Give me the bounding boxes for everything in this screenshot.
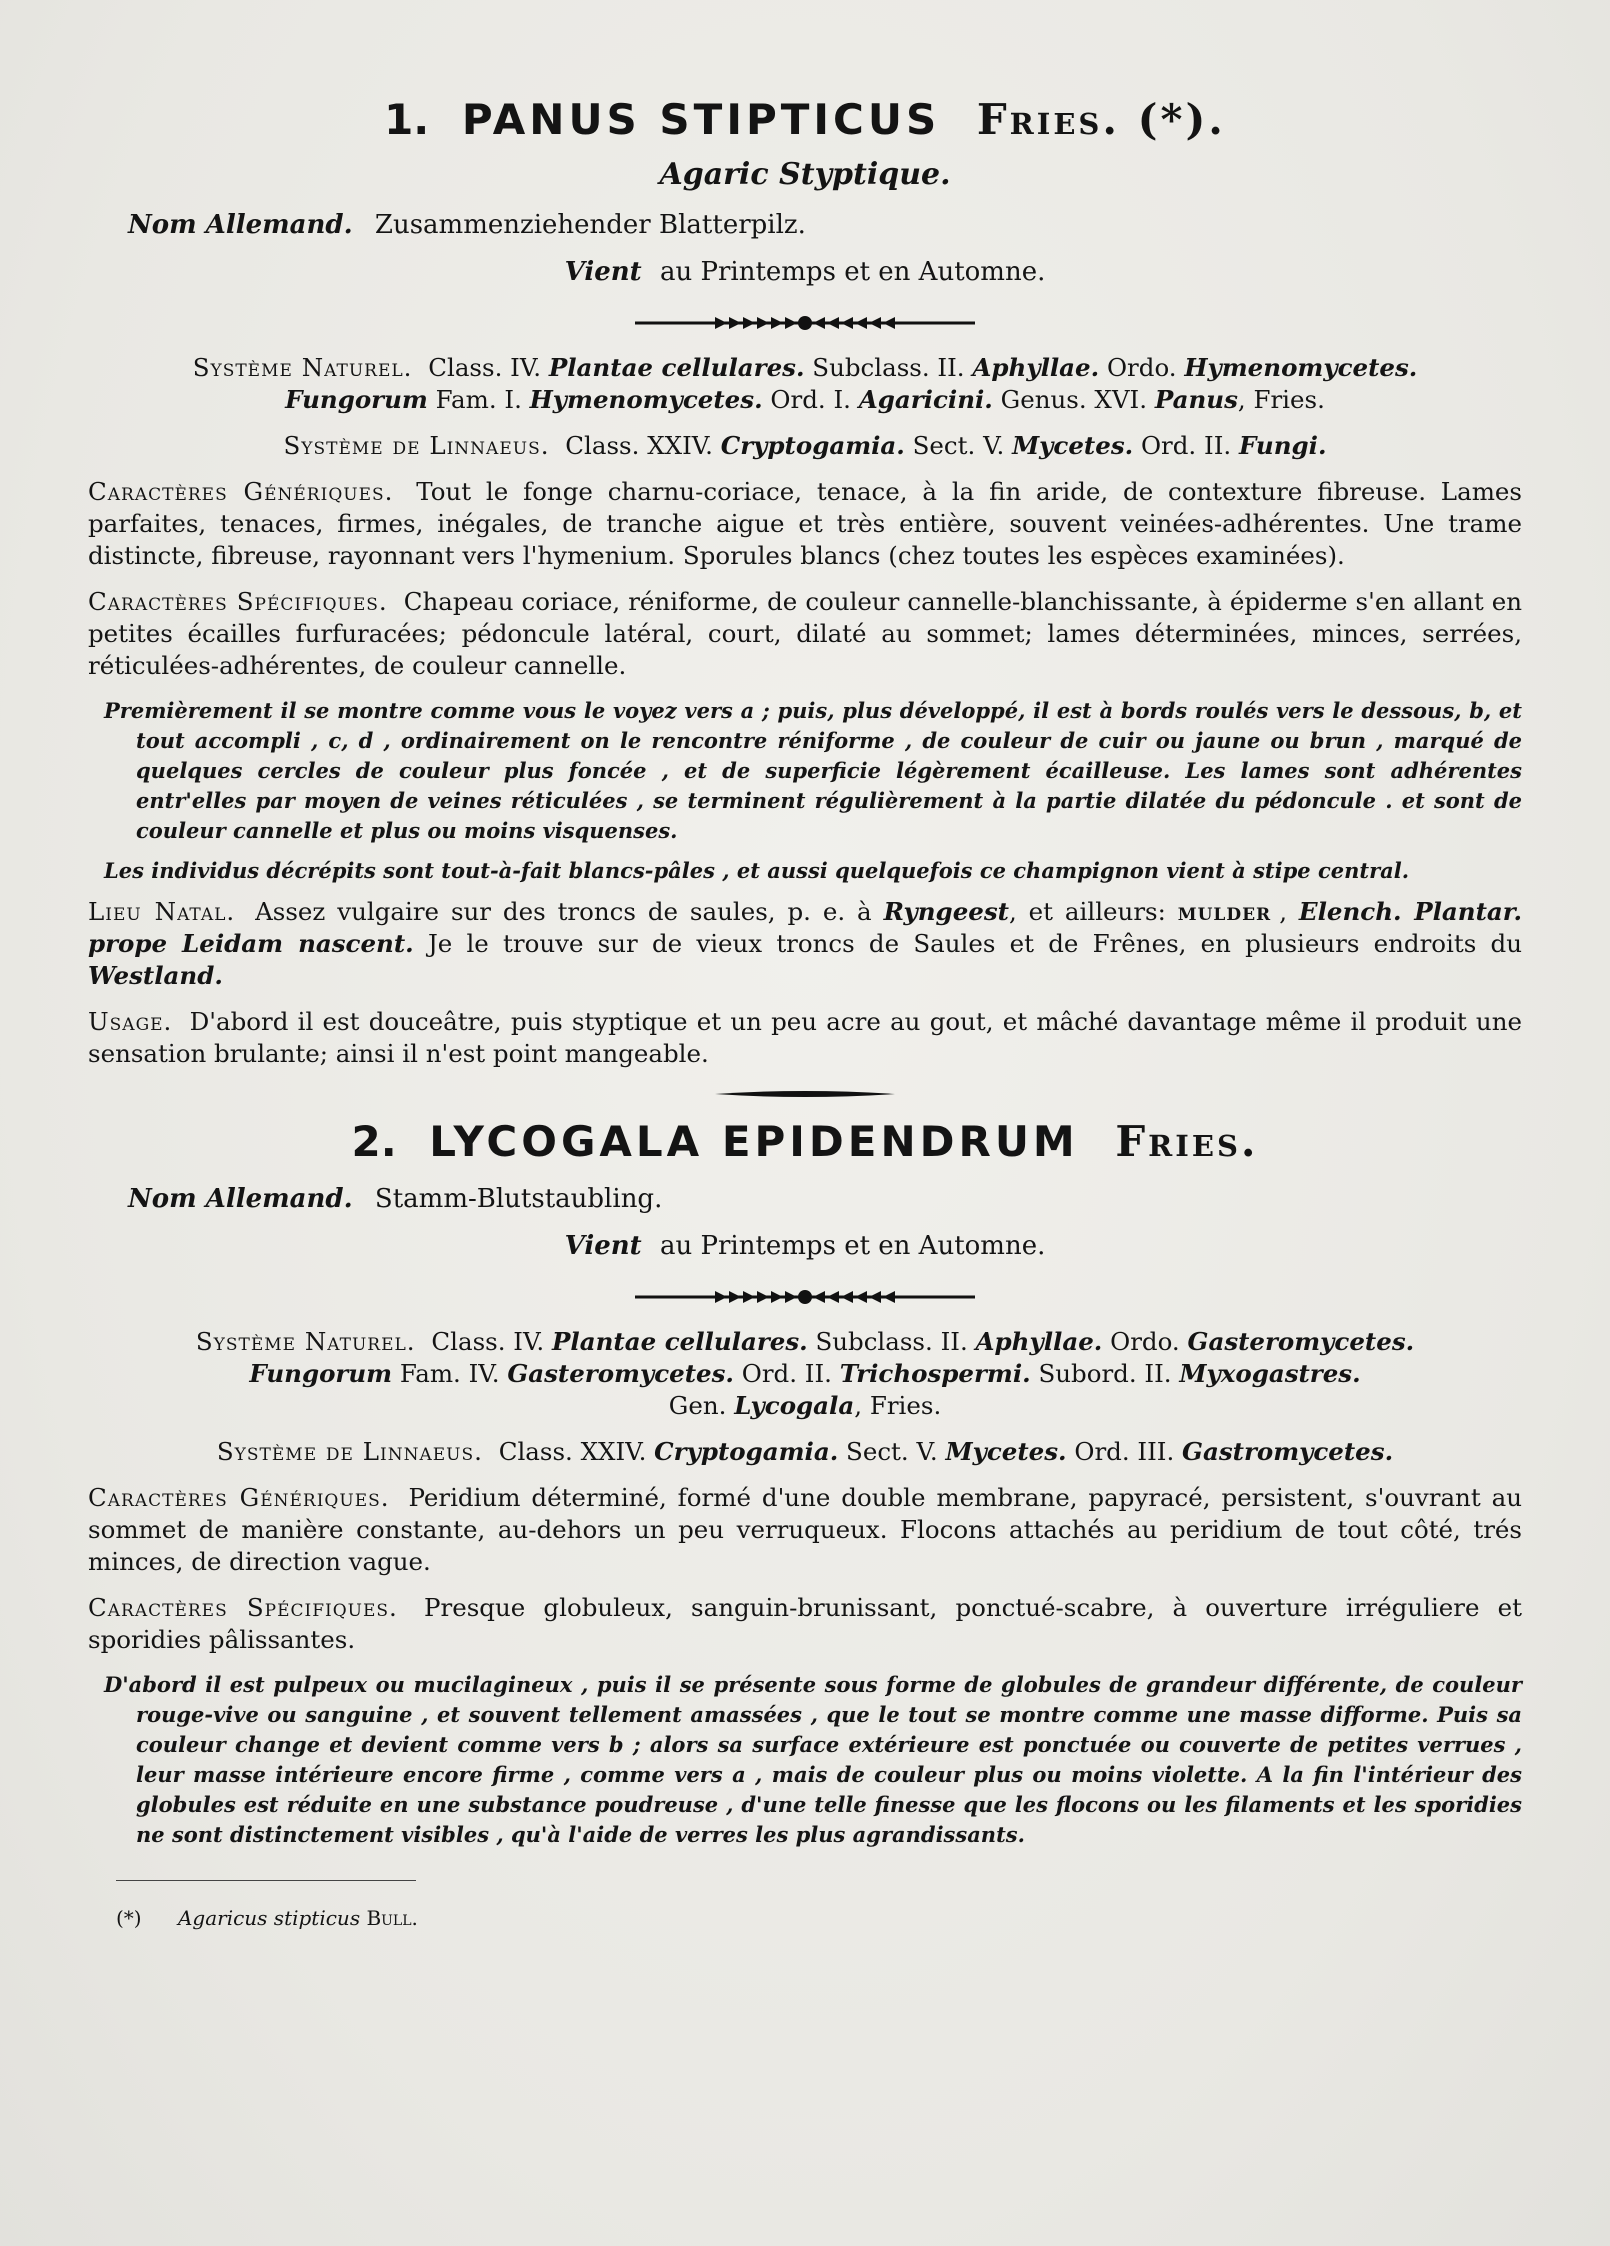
systeme-naturel-label-2: Système Naturel.: [195, 1327, 416, 1356]
text: Subclass. II.: [815, 1327, 968, 1356]
text: Class. XXIV.: [498, 1437, 647, 1466]
footnote-rule: [116, 1880, 416, 1881]
text: Ordo.: [1106, 353, 1177, 382]
generiques-text-2: Peridium déterminé, formé d'une double membrane, papyracé, persistent, s'ouvrant au sommet de manière constante, au-dehors un peu verruqueux. Flocons attachés au peridium de tout côté, trés minces, de direction vague.: [88, 1483, 1523, 1576]
section-divider: [715, 1088, 895, 1100]
nom-allemand-2: [128, 1180, 1522, 1218]
generiques-label-1: Caractères Génériques.: [88, 477, 394, 506]
note-1a: Premièrement il se montre comme vous le voyez vers a ; puis, plus développé, il est à bords roulés vers le dessous, b, et tout accompli , c, d , ordinairement on le rencontre réniforme , de couleur de cuir ou jaune ou brun , marqué de quelques cercles de couleur plus foncée , et de superficie légèrement écailleuse. Les lames sont adhérentes entr'elles par moyen de veines réticulées , se terminent régulièrement à la partie dilatée du pédoncule . et sont de couleur cannelle et plus ou moins visquenses.: [104, 698, 1522, 843]
systeme-linnaeus-2: [88, 1436, 1522, 1468]
footnote-mark: (*): [116, 1906, 142, 1930]
nom-label-1: Nom Allemand.: [128, 210, 353, 240]
text: Sect. V.: [912, 431, 1005, 460]
usage-1: [88, 1006, 1522, 1070]
text: Class. XXIV.: [565, 431, 713, 460]
text: Ord. III.: [1074, 1437, 1175, 1466]
vient-1: [88, 252, 1522, 292]
nom-value-2: Stamm-Blutstaubling.: [374, 1184, 663, 1214]
text: Aphyllae.: [972, 353, 1100, 382]
text: Hymenomycetes.: [1184, 353, 1418, 382]
species-author-1: Fries. (*).: [976, 95, 1226, 144]
text: Elench. Plantar. prope Leidam nascent.: [88, 897, 1522, 958]
species-title-1: [88, 90, 1522, 150]
text: Ryngeest: [883, 897, 1009, 926]
caracteres-generiques-2: [88, 1482, 1522, 1578]
footnote: [88, 1903, 1522, 1933]
ornament-divider-2: [635, 1286, 975, 1308]
text: Panus: [1154, 385, 1238, 414]
footnote-author: Bull.: [366, 1906, 418, 1930]
generiques-label-2: Caractères Génériques.: [88, 1483, 390, 1512]
text: , Fries.: [854, 1391, 942, 1420]
species-number-2: 2.: [351, 1117, 397, 1166]
text: mulder: [1177, 897, 1272, 926]
usage-text-1: D'abord il est douceâtre, puis styptique et un peu acre au gout, et mâché davantage même il produit une sensation brulante; ainsi il n'est point mangeable.: [88, 1007, 1522, 1068]
usage-label-1: Usage.: [88, 1007, 173, 1036]
text: Aphyllae.: [975, 1327, 1103, 1356]
systeme-naturel-2: [88, 1326, 1522, 1422]
text: Fam. IV.: [399, 1359, 500, 1388]
specifiques-text-1: Chapeau coriace, réniforme, de couleur cannelle-blanchissante, à épiderme s'en allant en petites écailles furfuracées; pédoncule latéral, court, dilaté au sommet; lames déterminées, minces, serrées, réticulées-adhérentes, de couleur cannelle.: [88, 587, 1522, 680]
text: Plantae cellulares.: [548, 353, 805, 382]
text: Fam. I.: [435, 385, 522, 414]
specifiques-text-2: Presque globuleux, sanguin-brunissant, ponctué-scabre, à ouverture irréguliere et sporidies pâlissantes.: [88, 1593, 1522, 1654]
text: Gasteromycetes.: [507, 1359, 734, 1388]
vient-value-2: au Printemps et en Automne.: [659, 1231, 1046, 1261]
text: Cryptogamia.: [654, 1437, 839, 1466]
text: ,: [1279, 897, 1287, 926]
lieu-label-1: Lieu Natal.: [88, 897, 236, 926]
text: Plantae cellulares.: [551, 1327, 808, 1356]
text: Assez vulgaire sur des troncs de saules, p. e. à: [255, 897, 872, 926]
species-name-2: LYCOGALA EPIDENDRUM: [429, 1117, 1079, 1166]
text: Fungorum: [249, 1359, 393, 1388]
text: Gasteromycetes.: [1187, 1327, 1415, 1356]
text: Cryptogamia.: [720, 431, 905, 460]
vient-value-1: au Printemps et en Automne.: [659, 257, 1046, 287]
text: Subord. II.: [1038, 1359, 1172, 1388]
species-number-1: 1.: [384, 95, 430, 144]
specifiques-label-2: Caractères Spécifiques.: [88, 1593, 398, 1622]
species-name-1: PANUS STIPTICUS: [461, 95, 941, 144]
text: Ord. I.: [770, 385, 851, 414]
note-2a: D'abord il est pulpeux ou mucilagineux , puis il se présente sous forme de globules de grandeur différente, de couleur rouge-vive ou sanguine , et souvent tellement amassées , que le tout se montre comme une masse difforme. Puis sa couleur change et devient comme vers b ; alors sa surface extérieure est ponctuée ou couverte de petites verrues , leur masse intérieure encore firme , comme vers a , mais de couleur plus ou moins violette. A la fin l'intérieur des globules est réduite en une substance poudreuse , d'une telle finesse que les flocons ou les filaments et les sporidies ne sont distinctement visibles , qu'à l'aide de verres les plus agrandissants.: [104, 1672, 1522, 1847]
text: Class. IV.: [428, 353, 542, 382]
text: Lycogala: [734, 1391, 855, 1420]
caracteres-generiques-1: [88, 476, 1522, 572]
specifiques-label-1: Caractères Spécifiques.: [88, 587, 388, 616]
species-author-2: Fries.: [1115, 1117, 1259, 1166]
lieu-natal-1: [88, 896, 1522, 992]
text: Ord. II.: [1140, 431, 1232, 460]
vient-label-2: Vient: [564, 1231, 642, 1261]
text: Je le trouve sur de vieux troncs de Saules et de Frênes, en plusieurs endroits du: [427, 929, 1522, 958]
text: Trichospermi.: [839, 1359, 1031, 1388]
text: Myxogastres.: [1179, 1359, 1361, 1388]
text: Ord. II.: [741, 1359, 832, 1388]
nom-label-2: Nom Allemand.: [128, 1184, 353, 1214]
text: Genus. XVI.: [1000, 385, 1148, 414]
text: Class. IV.: [431, 1327, 545, 1356]
text: Westland.: [88, 961, 223, 990]
caracteres-specifiques-2: [88, 1592, 1522, 1656]
systeme-linnaeus-1: [88, 430, 1522, 462]
species-title-2: [88, 1112, 1522, 1172]
text: Gen.: [668, 1391, 727, 1420]
text: Agaricini.: [858, 385, 993, 414]
text: Mycetes.: [1012, 431, 1134, 460]
vient-label-1: Vient: [564, 257, 642, 287]
footnote-text: Agaricus stipticus: [177, 1906, 361, 1930]
caracteres-specifiques-1: [88, 586, 1522, 682]
text: Gastromycetes.: [1182, 1437, 1394, 1466]
text: Sect. V.: [846, 1437, 938, 1466]
text: Hymenomycetes.: [529, 385, 763, 414]
nom-value-1: Zusammenziehender Blatterpilz.: [374, 210, 806, 240]
systeme-linnaeus-label-2: Système de Linnaeus.: [216, 1437, 483, 1466]
note-1b: Les individus décrépits sont tout-à-fait blancs-pâles , et aussi quelquefois ce champignon vient à stipe central.: [104, 858, 1410, 883]
nom-allemand-1: [128, 206, 1522, 244]
species-subtitle-1: Agaric Styptique.: [659, 157, 951, 192]
text: Fungi.: [1238, 431, 1327, 460]
text: Fungorum: [285, 385, 428, 414]
text: Mycetes.: [945, 1437, 1067, 1466]
text: Subclass. II.: [812, 353, 965, 382]
text: , et ailleurs:: [1008, 897, 1166, 926]
text: Ordo.: [1110, 1327, 1180, 1356]
ornament-divider-1: [635, 312, 975, 334]
systeme-naturel-1: [88, 352, 1522, 416]
generiques-text-1: Tout le fonge charnu-coriace, tenace, à la fin aride, de contexture fibreuse. Lames parfaites, tenaces, firmes, inégales, de tranche aigue et très entière, souvent veinées-adhérentes. Une trame distincte, fibreuse, rayonnant vers l'hymenium. Sporules blancs (chez toutes les espèces examinées).: [88, 477, 1522, 570]
text: , Fries.: [1237, 385, 1325, 414]
systeme-naturel-label-1: Système Naturel.: [192, 353, 413, 382]
vient-2: [88, 1226, 1522, 1266]
systeme-linnaeus-label-1: Système de Linnaeus.: [283, 431, 550, 460]
